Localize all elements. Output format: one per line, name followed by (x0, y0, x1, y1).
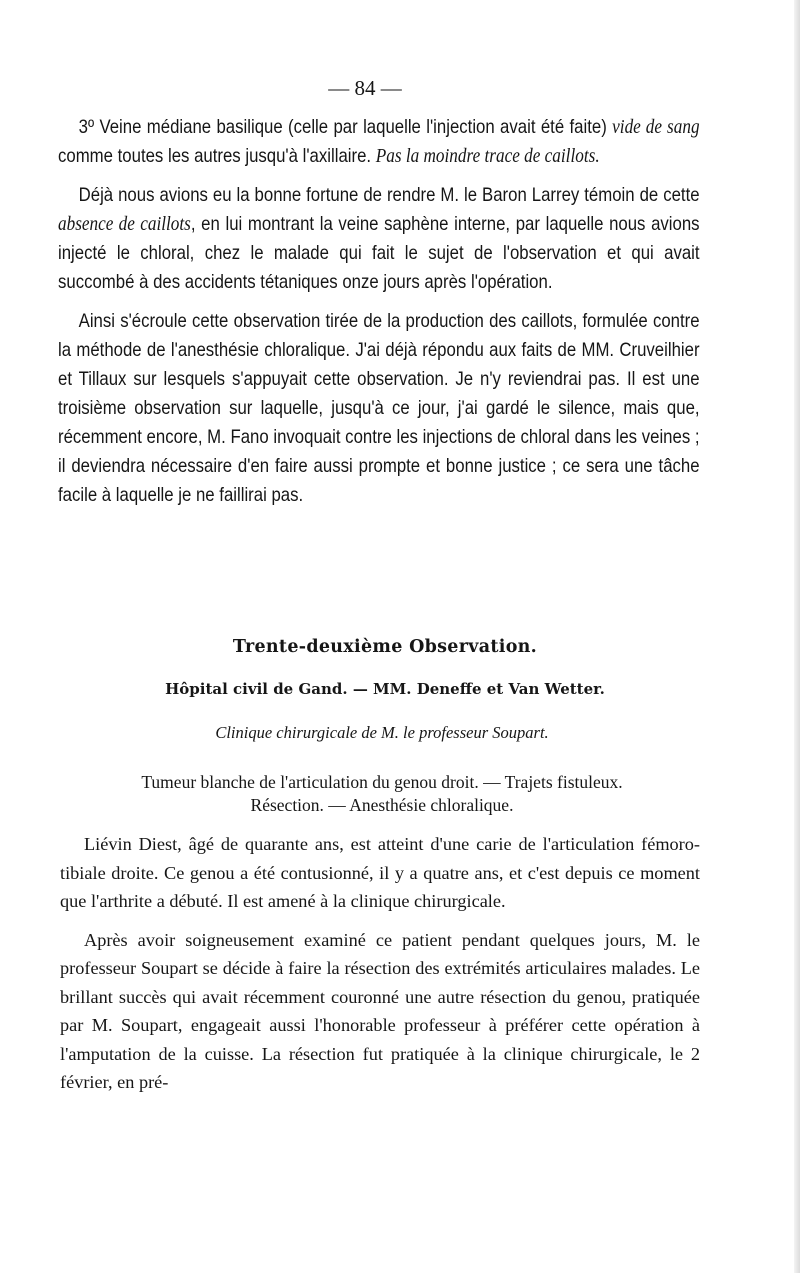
case-summary (0, 771, 764, 817)
paragraph-ecroule: Ainsi s'écroule cette observation tirée de la production des caillots, formulée contre la méthode de l'anesthésie chloralique. J'ai déjà répondu aux faits de MM. Cruveilhier et Tillaux sur lesquels s'appuyait cette observation. Je n'y reviendrai pas. Il est une troisième observation sur laquelle, jusqu'à ce jour, j'ai gardé le silence, mais que, récemment encore, M. Fano invoquait contre les injections de chloral dans les veines ; il deviendra nécessaire d'en faire aussi prompte et bonne justice ; ce sera une tâche facile à laquelle je ne faillirai pas. (58, 310, 700, 506)
paragraph-apres-avoir: Après avoir soigneusement examiné ce patient pendant quelques jours, M. le professeur Soupart se décide à faire la résection des extrémités articulaires malades. Le brillant succès qui avait récemment couronné une autre résection du genou, pratiquée par M. Soupart, engageait aussi l'honorable professeur à préférer cette opération à l'amputation de la cuisse. La résection fut pratiquée à la clinique chirurgicale, le 2 février, en pré- (60, 929, 700, 1092)
paragraph-lievin-diest: Liévin Diest, âgé de quarante ans, est atteint d'une carie de l'articulation fémoro-tibiale droite. Ce genou a été contusionné, il y a quatre ans, et c'est depuis ce moment que l'arthrite a débuté. Il est amené à la clinique chirurgicale. (60, 834, 700, 911)
page-number: — 84 — (328, 76, 402, 100)
hospital-line: Hôpital civil de Gand. — MM. Deneffe et Van Wetter. (165, 680, 605, 698)
paragraph-baron-larrey: Déjà nous avions eu la bonne fortune de rendre M. le Baron Larrey témoin de cette absence de caillots, en lui montrant la veine saphène interne, par laquelle nous avions injecté le chloral, chez le malade qui fait le sujet de l'observation et qui avait succombé à des accidents tétaniques onze jours après l'opération. (58, 184, 700, 293)
top-text-block (58, 113, 700, 510)
paragraph-veine-mediane: 3º Veine médiane basilique (celle par laquelle l'injection avait été faite) vide de sang comme toutes les autres jusqu'à l'axillaire. Pas la moindre trace de caillots. (58, 116, 700, 167)
case-summary-line-1: Tumeur blanche de l'articulation du genou droit. — Trajets fistuleux. (141, 772, 623, 792)
clinic-line: Clinique chirurgicale de M. le professeur Soupart. (215, 723, 549, 742)
case-summary-line-2: Résection. — Anesthésie chloralique. (250, 795, 514, 815)
bottom-text-block (60, 830, 700, 1097)
page-edge (794, 0, 800, 1273)
section-title: Trente-deuxième Observation. (232, 637, 538, 657)
